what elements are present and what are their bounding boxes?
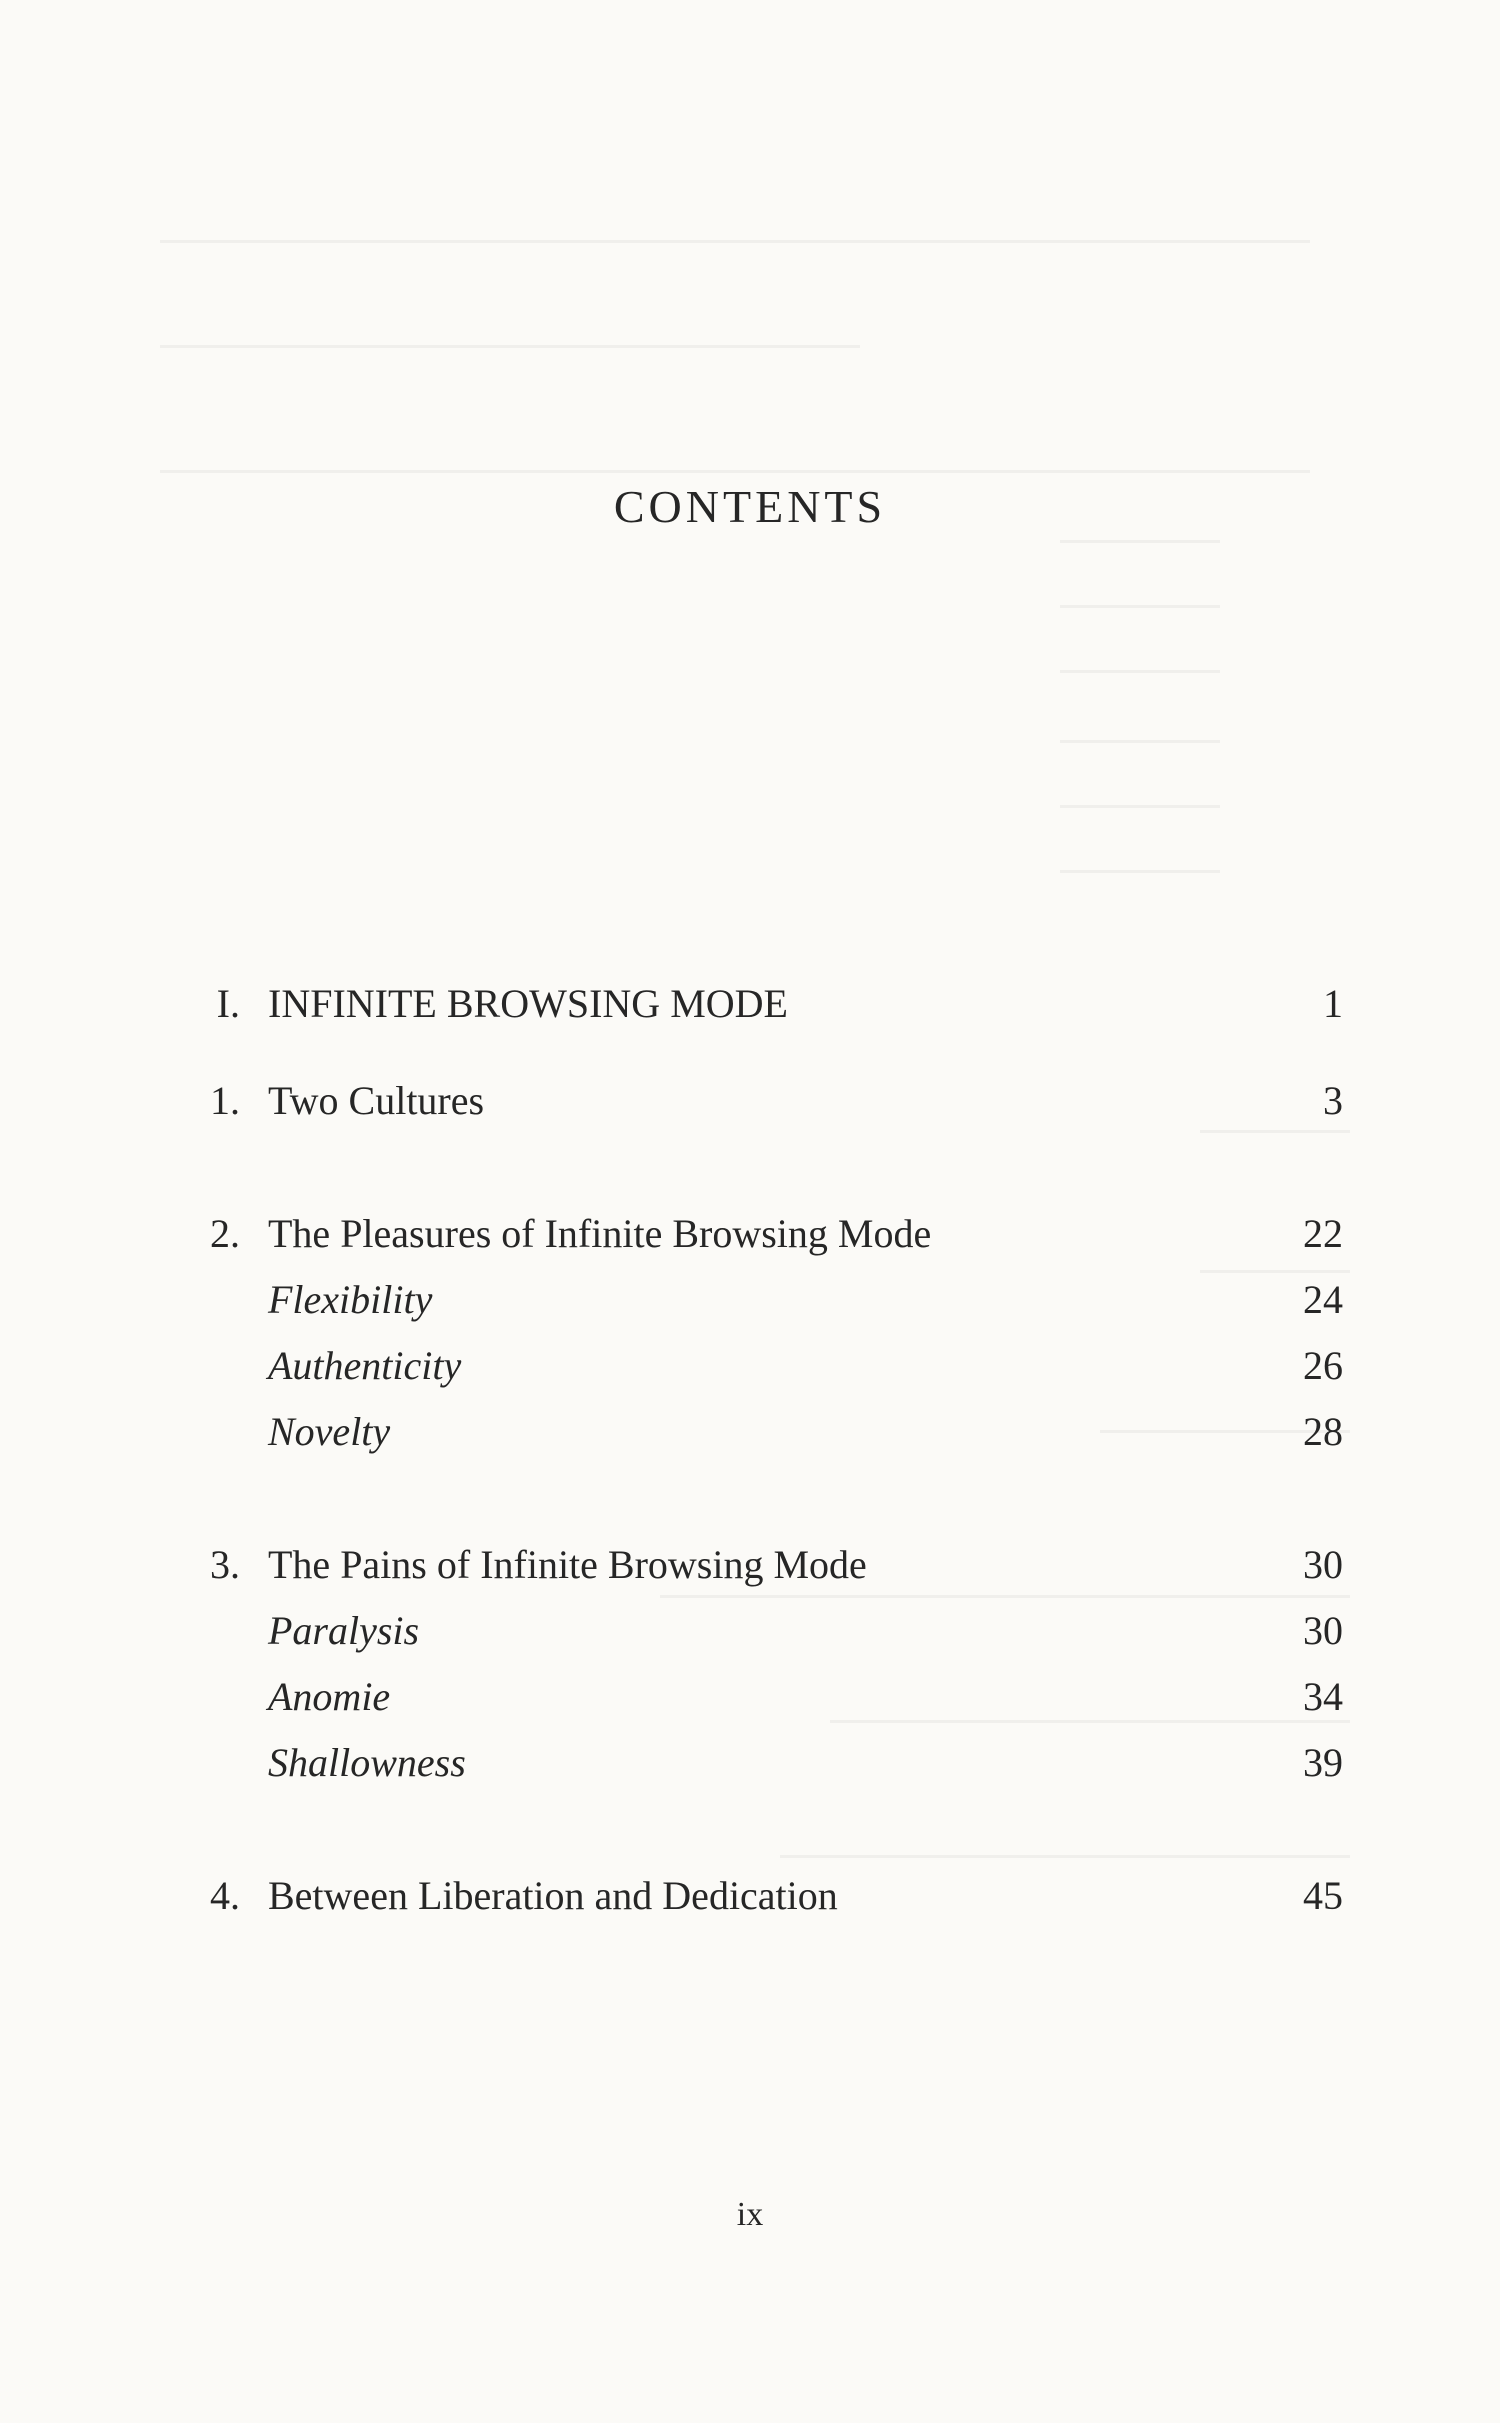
toc-subentry-title: Anomie	[268, 1674, 391, 1719]
toc-entry-chapter-2[interactable]	[0, 1204, 1500, 1264]
toc-subentry-title: Authenticity	[268, 1343, 462, 1388]
toc-entry-page: 22	[1303, 1211, 1343, 1256]
toc-subentry-novelty[interactable]	[0, 1402, 1500, 1462]
toc-entry-chapter-4[interactable]	[0, 1866, 1500, 1926]
toc-entry-number: I.	[216, 981, 240, 1026]
toc-subentry-shallowness[interactable]	[0, 1733, 1500, 1793]
page-number: ix	[736, 2196, 764, 2233]
toc-subentry-title: Novelty	[268, 1409, 391, 1454]
toc-subentry-page: 24	[1303, 1277, 1343, 1322]
toc-subentry-page: 34	[1303, 1674, 1343, 1719]
toc-entry-title: The Pleasures of Infinite Browsing Mode	[268, 1211, 932, 1256]
toc-entry-number: 4.	[210, 1873, 240, 1918]
toc-subentry-page: 28	[1303, 1409, 1343, 1454]
toc-entry-page: 1	[1323, 981, 1343, 1026]
toc-entry-page: 3	[1323, 1078, 1343, 1123]
toc-subentry-paralysis[interactable]	[0, 1601, 1500, 1661]
contents-heading: CONTENTS	[613, 481, 887, 532]
toc-entry-chapter-3[interactable]	[0, 1535, 1500, 1595]
toc-subentry-flexibility[interactable]	[0, 1270, 1500, 1330]
toc-entry-title: The Pains of Infinite Browsing Mode	[268, 1542, 867, 1587]
toc-subentry-title: Paralysis	[268, 1608, 420, 1653]
toc-entry-chapter-1[interactable]	[0, 1071, 1500, 1131]
toc-subentry-anomie[interactable]	[0, 1667, 1500, 1727]
toc-entry-number: 2.	[210, 1211, 240, 1256]
toc-subentry-title: Flexibility	[268, 1277, 433, 1322]
toc-entry-title: Between Liberation and Dedication	[268, 1873, 838, 1918]
toc-entry-title: INFINITE BROWSING MODE	[268, 981, 788, 1026]
toc-entry-number: 3.	[210, 1542, 240, 1587]
toc-subentry-page: 39	[1303, 1740, 1343, 1785]
toc-entry-page: 45	[1303, 1873, 1343, 1918]
toc-subentry-authenticity[interactable]	[0, 1336, 1500, 1396]
toc-subentry-page: 30	[1303, 1608, 1343, 1653]
toc-entry-title: Two Cultures	[268, 1078, 485, 1123]
toc-entry-page: 30	[1303, 1542, 1343, 1587]
toc-entry-part-one[interactable]	[0, 974, 1500, 1034]
toc-subentry-page: 26	[1303, 1343, 1343, 1388]
toc-subentry-title: Shallowness	[268, 1740, 466, 1785]
toc-entry-number: 1.	[210, 1078, 240, 1123]
